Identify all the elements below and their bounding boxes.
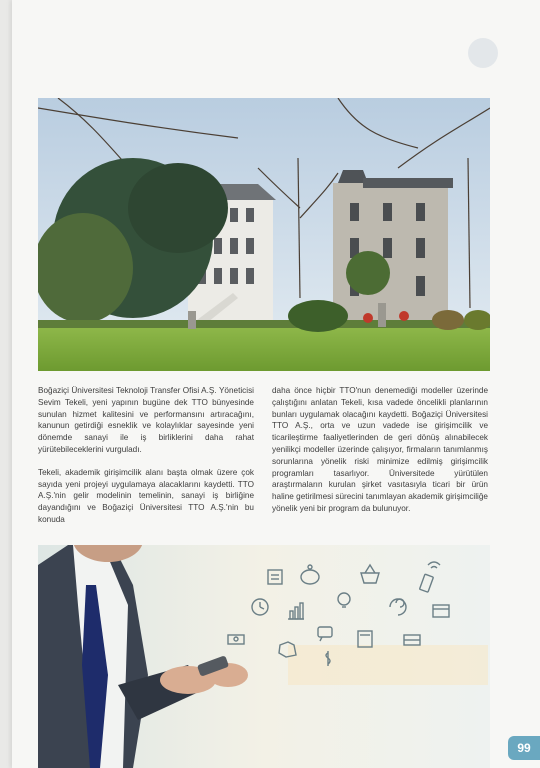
faded-header <box>240 44 460 58</box>
building-photo <box>38 98 490 371</box>
page-number: 99 <box>508 736 540 760</box>
text-column-left <box>38 385 254 537</box>
paragraph: Tekeli, akademik girişimcilik alanı başta olmak üzere çok sayıda yeni projeyi uygulamaya alacaklarını kaydetti. TTO A.Ş.'nin gelir modelinin temelinin, sanayi iş birliğine dayandığını ve Boğaziçi Üniversitesi TTO A.Ş.'nin bu konuda <box>38 467 254 524</box>
paragraph: daha önce hiçbir TTO'nun denemediği modeller üzerinde çalıştığını anlatan Tekeli, kısa vadede öncelikli planlarının bunları uygulamak olacağını kaydetti. Boğaziçi Üniversitesi TTO A.Ş., orta ve uzun vadede ise girişimcilik ve ticarileştirme faaliyetlerinden de geri dönüş alınabilecek yenilikçi modeller üzerinde çalışıyor, firmaların tanımlanmış sorunlarına yönelik riski minimize edilmiş girişimcilik programları tasarlıyor. Üniversitede yürütülen araştırmaların kurulan şirket vasıtasıyla ticari bir ürün haline getirilmesi sürecini tanımlayan akademik girişimciliğe yönelik yeni bir program da bulunuyor. <box>272 386 488 513</box>
paragraph: Boğaziçi Üniversitesi Teknoloji Transfer Ofisi A.Ş. Yöneticisi Sevim Tekeli, yeni yapının bugüne dek TTO bünyesinde sunulan hizmet kalitesini ve performansını artıracağını, kanunun getirdiği esneklik ve kolaylıklar sayesinde yeni dönemde sanayi ile iş birliklerini daha rahat yürütebileceklerini vurguladı. <box>38 386 254 454</box>
businessman-photo <box>38 545 490 768</box>
header-circle <box>468 38 498 68</box>
text-column-right <box>272 385 488 526</box>
